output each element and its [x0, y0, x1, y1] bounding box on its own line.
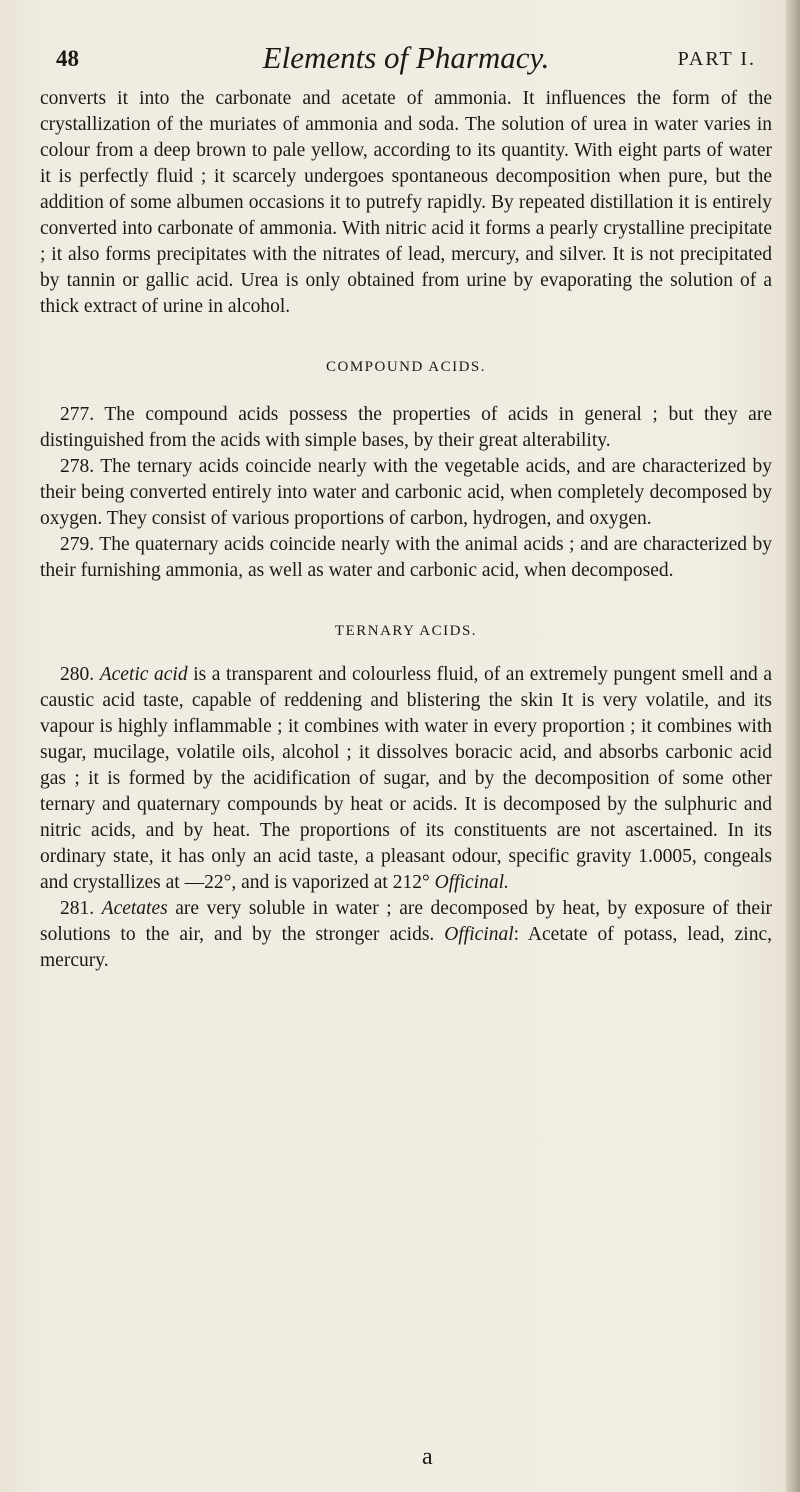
paragraph-278: 278. The ternary acids coincide nearly with the vegetable acids, and are characterized by their being converted entirely into water and carbonic acid, when completely decomposed by oxygen. They consist of various proportions of carbon, hydrogen, and oxygen. — [40, 456, 772, 529]
acetates-term: Acetates — [101, 898, 168, 919]
heading-compound-acids: COMPOUND ACIDS. — [325, 359, 487, 375]
paragraph-281-number: 281. — [60, 898, 95, 919]
paragraph-280-number: 280. — [60, 664, 95, 685]
page-number: 48 — [56, 46, 79, 71]
paragraph-277: 277. The compound acids possess the properties of acids in general ; but they are distinguished from the acids with simple bases, by their great alterability. — [40, 404, 772, 451]
heading-ternary-acids: TERNARY ACIDS. — [334, 623, 478, 639]
officinal-label-2: Officinal — [444, 924, 514, 945]
part-label: PART I. — [677, 48, 756, 70]
intro-paragraph: converts it into the carbonate and acetate of ammonia. It influences the form of the crystallization of the muriates of ammonia and soda. The solution of urea in water varies in colour from a deep brown to pale yellow, according to its quantity. With eight parts of water it is perfectly fluid ; it scarcely undergoes spontaneous decomposition when pure, but the addition of some albumen occasions it to putrefy rapidly. By repeated distillation it is entirely converted into carbonate of ammonia. With nitric acid it forms a pearly crystalline precipitate ; it also forms precipitates with the nitrates of lead, mercury, and silver. It is not precipitated by tannin or gallic acid. Urea is only obtained from urine by evaporating the solution of a thick extract of urine in alcohol. — [40, 88, 772, 317]
paragraph-279: 279. The quaternary acids coincide nearly with the animal acids ; and are characterized by their furnishing ammonia, as well as water and carbonic acid, when decomposed. — [40, 534, 772, 581]
page-edge — [786, 0, 800, 1492]
paragraph-280-text: is a transparent and colourless fluid, of an extremely pungent smell and a caustic acid taste, capable of reddening and blistering the skin It is very volatile, and its vapour is highly inflammable ; it combines with water in every proportion ; it combines with sugar, mucilage, volatile oils, alcohol ; it dissolves boracic acid, and absorbs carbonic acid gas ; it is formed by the acidification of sugar, and by the decomposition of some other ternary and quaternary compounds by heat or acids. It is decomposed by the sulphuric and nitric acids, and by heat. The proportions of its constituents are not ascertained. In its ordinary state, it has only an acid taste, a pleasant odour, specific gravity 1.0005, congeals and crystallizes at —22°, and is vaporized at 212° — [40, 664, 772, 893]
officinal-list: : Acetate of potass, lead, zinc, mercury. — [40, 924, 772, 971]
running-header — [40, 26, 772, 75]
acetic-acid-term: Acetic acid — [99, 664, 188, 685]
officinal-label: Officinal. — [434, 872, 509, 893]
paragraph-281-text: are very soluble in water ; are decomposed by heat, by exposure of their solutions to the air, and by the stronger acids. — [40, 898, 773, 945]
running-title: Elements of Pharmacy. — [262, 40, 550, 75]
paragraph-281 — [40, 896, 772, 974]
paragraph-280 — [40, 662, 772, 896]
signature-mark: a — [422, 1444, 433, 1470]
page-body — [40, 86, 772, 974]
